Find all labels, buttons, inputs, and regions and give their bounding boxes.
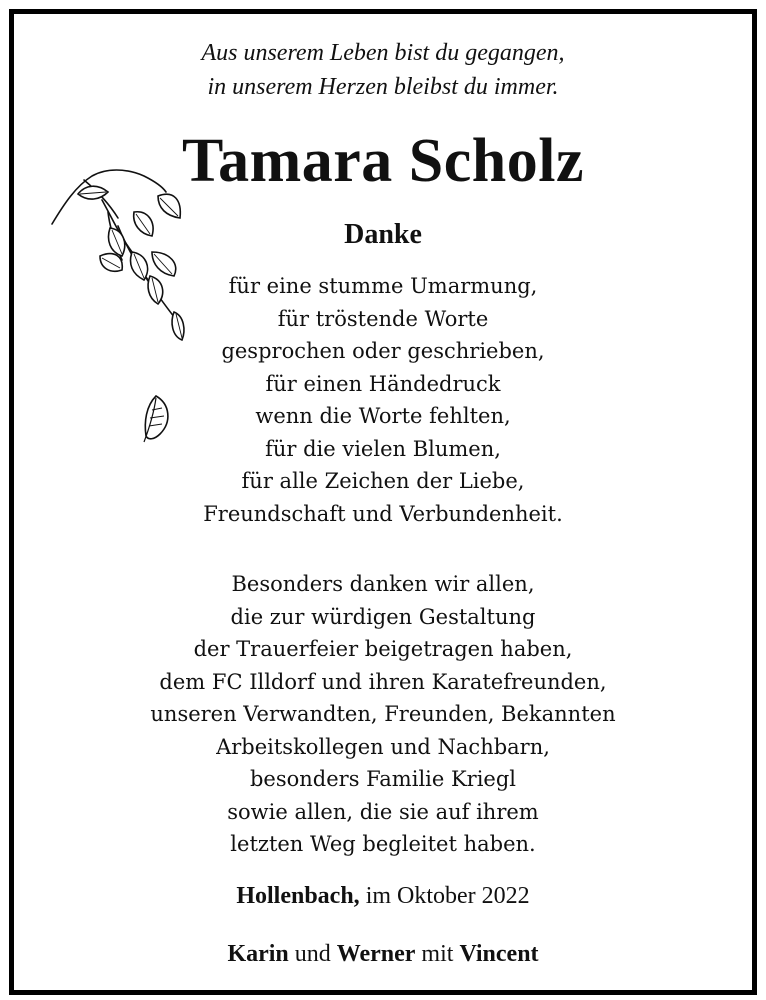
signature-name: Karin <box>227 941 289 967</box>
text-line: besonders Familie Kriegl <box>249 767 517 791</box>
motto <box>14 36 752 104</box>
text-line: für die vielen Blumen, <box>265 436 501 461</box>
text-line: letzten Weg begleitet haben. <box>230 832 536 856</box>
thanks-paragraph <box>14 270 752 530</box>
text-line: für tröstende Worte <box>277 306 489 331</box>
text-line: für einen Händedruck <box>265 371 501 396</box>
text-line: Besonders danken wir allen, <box>231 572 535 596</box>
special-thanks-paragraph <box>14 568 752 861</box>
text-line: gesprochen oder geschrieben, <box>221 339 545 363</box>
signature-conjunction: und <box>294 941 331 967</box>
text-line: für eine stumme Umarmung, <box>228 274 538 298</box>
signature-name: Vincent <box>459 941 539 967</box>
text-line: sowie allen, die sie auf ihrem <box>227 799 539 824</box>
text-line: der Trauerfeier beigetragen haben, <box>193 637 573 661</box>
deceased-name: Tamara Scholz <box>181 127 585 195</box>
signature-name: Werner <box>336 941 416 967</box>
text-line: dem FC Illdorf und ihren Karatefreunden, <box>159 669 607 694</box>
text-line: unseren Verwandten, Freunden, Bekannten <box>150 702 616 726</box>
text-line: wenn die Worte fehlten, <box>255 404 511 428</box>
text-line: die zur würdigen Gestaltung <box>230 604 536 629</box>
motto-line: in unserem Herzen bleibst du immer. <box>207 74 559 100</box>
text-line: Freundschaft und Verbundenheit. <box>203 501 563 526</box>
place-date-text: im Oktober 2022 <box>365 883 530 909</box>
thanks-heading: Danke <box>344 219 422 250</box>
signature <box>14 938 752 970</box>
signature-conjunction: mit <box>421 941 454 967</box>
place-date <box>14 880 752 912</box>
text-line: für alle Zeichen der Liebe, <box>241 469 525 493</box>
text-line: Arbeitskollegen und Nachbarn, <box>216 734 550 759</box>
obituary-card <box>9 9 757 995</box>
place-town: Hollenbach, <box>236 883 360 909</box>
motto-line: Aus unserem Leben bist du gegangen, <box>201 40 565 66</box>
